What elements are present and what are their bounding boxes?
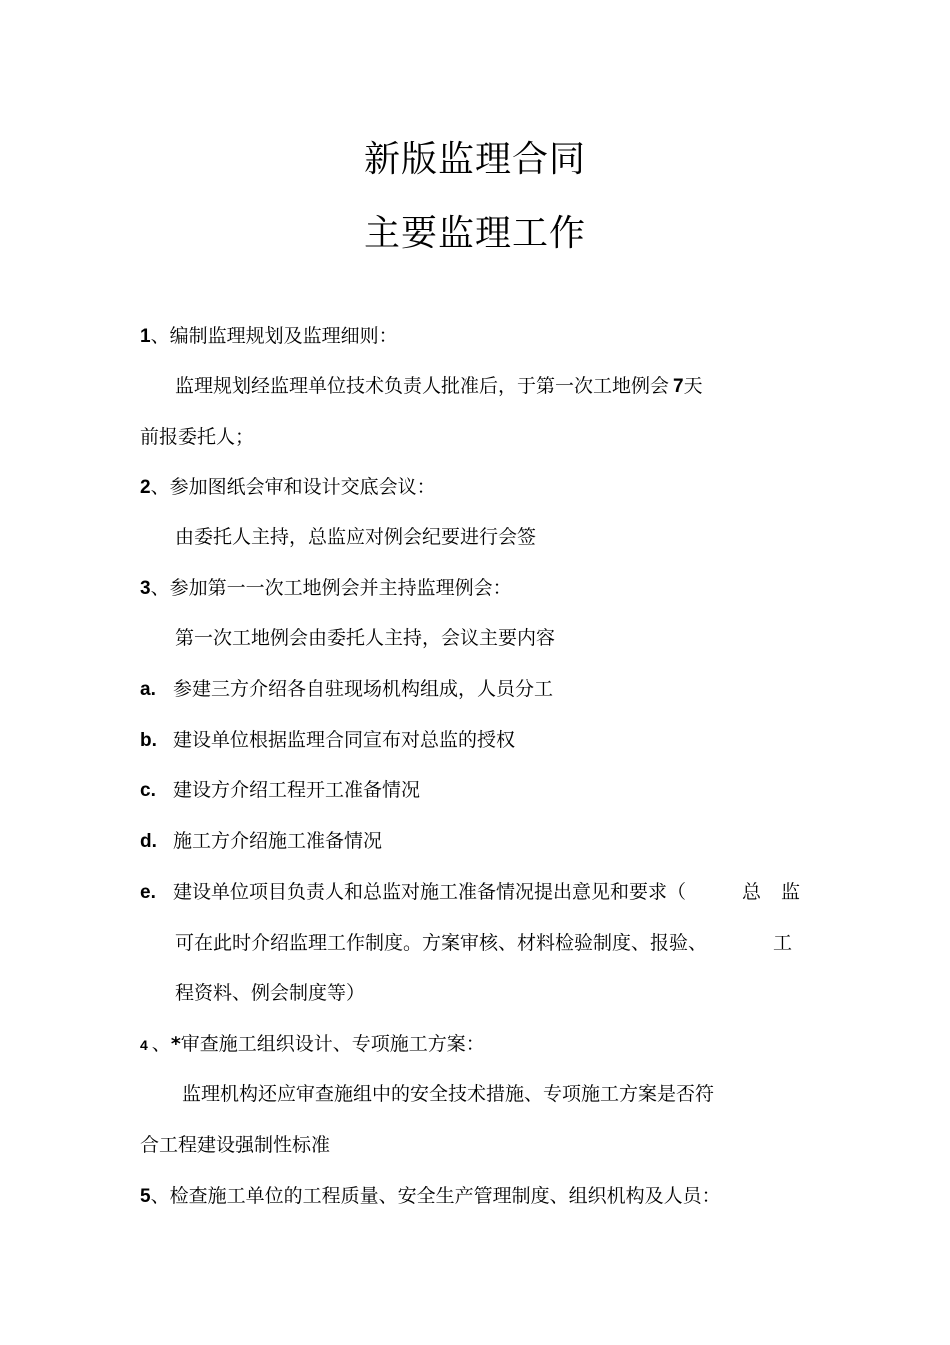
item-text: 参加第一一次工地例会并主持监理例会：	[169, 577, 512, 599]
sub-item-label: a.	[140, 679, 156, 700]
item-number: 4	[140, 1037, 148, 1053]
sub-item-e-main	[140, 879, 686, 906]
item-number: 1	[140, 326, 151, 347]
item-2-heading	[140, 474, 436, 501]
sub-item-e-line1	[140, 879, 800, 906]
item-4-body-line1: 监理机构还应审查施组中的安全技术措施、专项施工方案是否符	[182, 1083, 715, 1105]
item-4-heading	[140, 1031, 485, 1058]
item-5-heading	[140, 1183, 721, 1210]
item-3-body: 第一次工地例会由委托人主持，会议主要内容	[175, 627, 556, 649]
sub-item-e-cont-end: 工	[772, 932, 792, 954]
sub-item-b	[140, 727, 515, 754]
item-1-heading	[140, 323, 398, 350]
body-text-unit: 天	[683, 375, 703, 397]
sub-item-label: d.	[140, 831, 157, 852]
sub-item-c	[140, 777, 420, 804]
item-separator: 、	[150, 577, 170, 599]
item-4-body-line2: 合工程建设强制性标准	[140, 1134, 331, 1156]
item-text: 检查施工单位的工程质量、安全生产管理制度、组织机构及人员：	[169, 1185, 721, 1207]
document-title: 新版监理合同	[363, 139, 586, 180]
sub-item-text: 建设方介绍工程开工准备情况	[173, 779, 421, 801]
tail-char-1: 总	[741, 881, 761, 903]
sub-item-label: b.	[140, 730, 157, 751]
item-number: 2	[140, 477, 151, 498]
item-1-body-line1	[175, 373, 703, 400]
item-separator: 、	[150, 476, 170, 498]
sub-item-label: e.	[140, 882, 156, 903]
item-number: 5	[140, 1186, 151, 1207]
sub-item-text: 参建三方介绍各自驻现场机构组成，人员分工	[173, 678, 554, 700]
item-separator: 、	[150, 1185, 170, 1207]
sub-item-a	[140, 676, 553, 703]
item-1-body-line2: 前报委托人；	[140, 426, 255, 448]
tail-char-2: 监	[780, 881, 800, 903]
item-2-body: 由委托人主持，总监应对例会纪要进行会签	[175, 526, 537, 548]
sub-item-e-cont: 可在此时介绍监理工作制度。方案审核、材料检验制度、报验、	[175, 932, 708, 954]
asterisk-mark: *	[170, 1033, 181, 1055]
item-separator: 、	[151, 1033, 171, 1055]
item-text: 编制监理规划及监理细则：	[169, 325, 398, 347]
sub-item-text: 建设单位项目负责人和总监对施工准备情况提出意见和要求（	[173, 881, 687, 903]
sub-item-label: c.	[140, 780, 156, 801]
item-text: 审查施工组织设计、专项施工方案：	[180, 1033, 485, 1055]
day-number: 7	[673, 376, 684, 397]
body-text: 监理规划经监理单位技术负责人批准后，于第一次工地例会	[175, 375, 670, 397]
sub-item-e-line2	[175, 930, 792, 956]
sub-item-text: 建设单位根据监理合同宣布对总监的授权	[173, 729, 516, 751]
document-subtitle: 主要监理工作	[363, 213, 586, 254]
item-3-heading	[140, 575, 512, 602]
item-number: 3	[140, 578, 151, 599]
sub-item-e-line3: 程资料、例会制度等）	[175, 982, 366, 1004]
item-separator: 、	[150, 325, 170, 347]
sub-item-e-tail	[742, 879, 800, 906]
item-text: 参加图纸会审和设计交底会议：	[169, 476, 436, 498]
sub-item-d	[140, 828, 382, 855]
sub-item-text: 施工方介绍施工准备情况	[173, 830, 383, 852]
